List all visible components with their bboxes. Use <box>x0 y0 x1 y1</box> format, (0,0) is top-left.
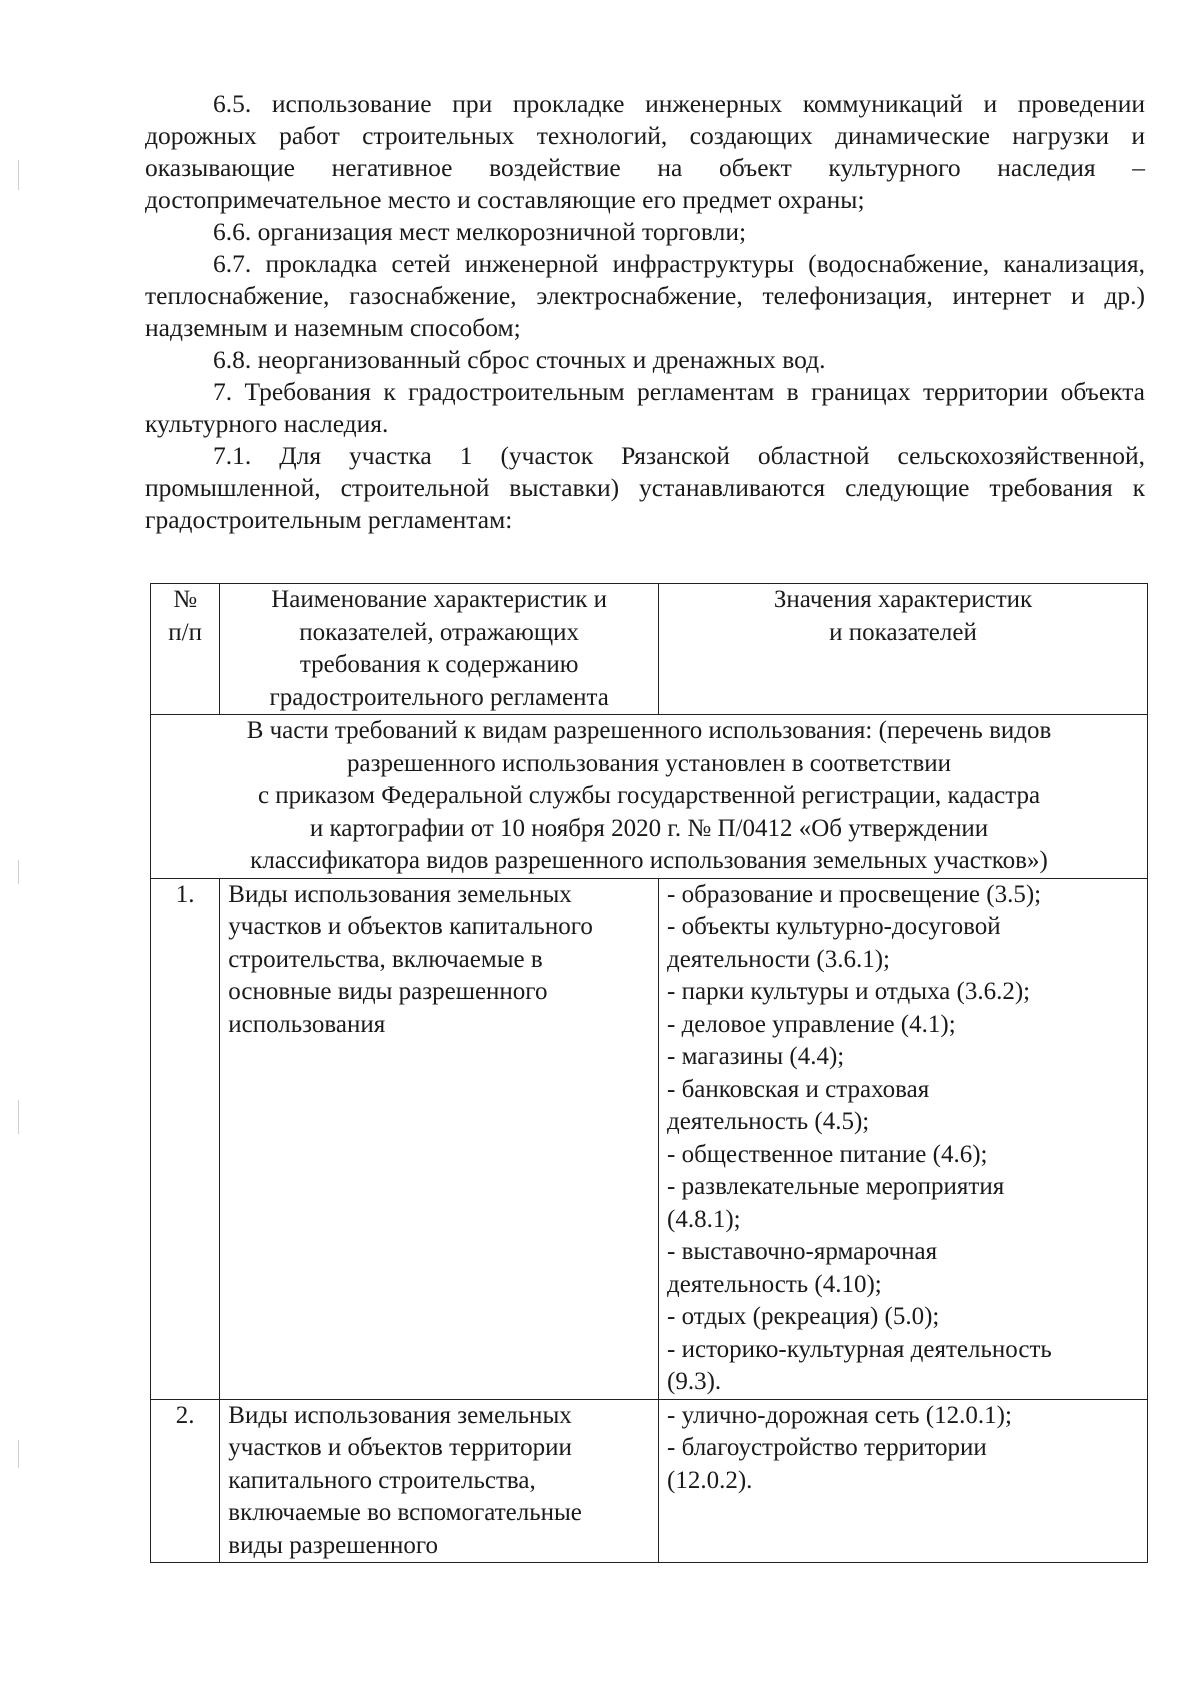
row-name: Виды использования земельных участков и объектов территории капитального строительства, включаемые во вспомогательные виды разрешенного <box>220 1399 659 1563</box>
row-number: 2. <box>151 1399 220 1563</box>
paragraph-6-8: 6.8. неорганизованный сброс сточных и дренажных вод. <box>213 345 826 374</box>
section-heading: В части требований к видам разрешенного использования: (перечень видов разрешенного использования установлен в соответствии с приказом Федеральной службы государственной регистрации, кадастра и картографии от 10 ноября 2020 г. № П/0412 «Об утверждении классификатора видов разрешенного использования земельных участков») <box>151 715 1148 879</box>
scan-artifact <box>18 860 19 884</box>
row-number: 1. <box>151 878 220 1399</box>
table-row <box>151 1399 1148 1563</box>
scan-artifact <box>18 1440 19 1468</box>
header-name: Наименование характеристик и показателей, отражающих требования к содержанию градостроительного регламента <box>220 584 659 715</box>
scan-artifact <box>18 160 19 190</box>
row-values: - образование и просвещение (3.5); - объекты культурно-досуговой деятельности (3.6.1); - парки культуры и отдыха (3.6.2); - деловое управление (4.1); - магазины (4.4); - банковская и страховая деятельность (4.5); - общественное питание (4.6); - развлекательные мероприятия (4.8.1); - выставочно-ярмарочная деятельность (4.10); - отдых (рекреация) (5.0); - историко-культурная деятельность (9.3). <box>659 878 1148 1399</box>
paragraph-7: 7. Требования к градостроительным регламентам в границах территории объекта культурного наследия. <box>145 377 1145 438</box>
scan-artifact <box>18 1100 19 1134</box>
table-row <box>151 878 1148 1399</box>
header-values: Значения характеристик и показателей <box>659 584 1148 715</box>
paragraph-7-1: 7.1. Для участка 1 (участок Рязанской областной сельскохозяйственной, промышленной, строительной выставки) устанавливаются следующие требования к градостроительным регламентам: <box>145 441 1145 534</box>
table-section-row <box>151 715 1148 879</box>
row-name: Виды использования земельных участков и объектов капитального строительства, включаемые в основные виды разрешенного использования <box>220 878 659 1399</box>
header-number: № п/п <box>151 584 220 715</box>
table-header-row <box>151 584 1148 715</box>
paragraph-6-7: 6.7. прокладка сетей инженерной инфраструктуры (водоснабжение, канализация, теплоснабжение, газоснабжение, электроснабжение, телефонизация, интернет и др.) надземным и наземным способом; <box>145 249 1145 342</box>
paragraph-6-5: 6.5. использование при прокладке инженерных коммуникаций и проведении дорожных работ строительных технологий, создающих динамические нагрузки и оказывающие негативное воздействие на объект культурного наследия – достопримечательное место и составляющие его предмет охраны; <box>145 89 1145 214</box>
regulations-table <box>150 583 1148 1563</box>
row-values: - улично-дорожная сеть (12.0.1); - благоустройство территории (12.0.2). <box>659 1399 1148 1563</box>
paragraph-6-6: 6.6. организация мест мелкорозничной торговли; <box>213 217 747 246</box>
